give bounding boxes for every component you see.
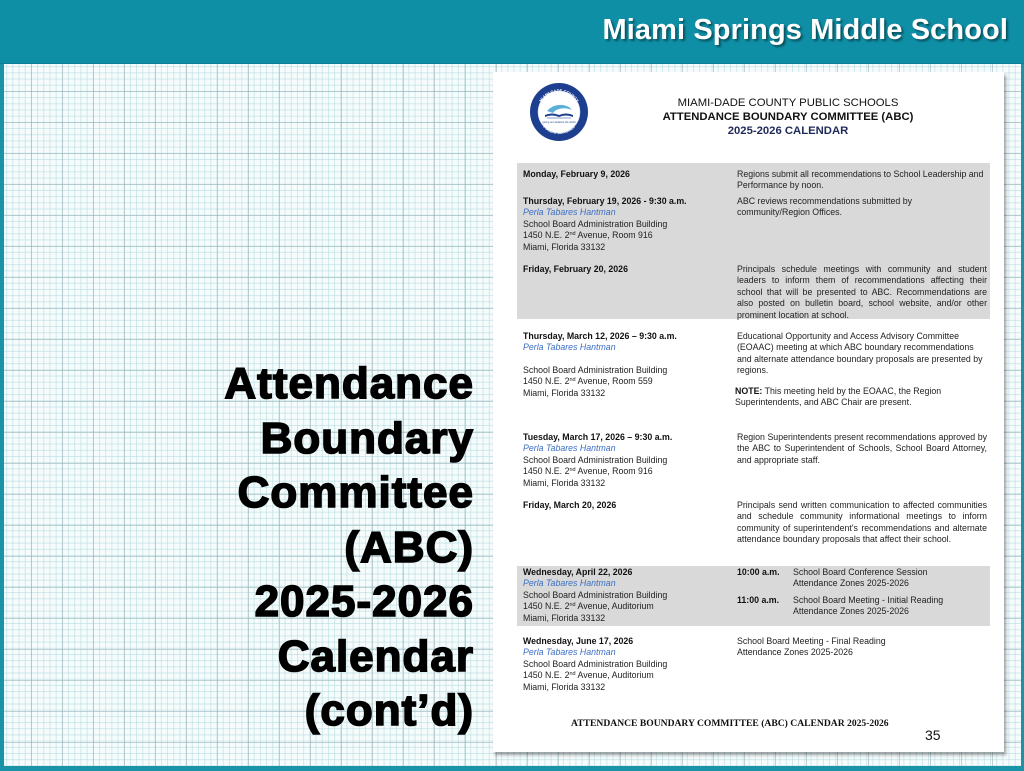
session-subtitle: Attendance Zones 2025-2026 — [793, 606, 909, 617]
address-street: 1450 N.E. 2 — [523, 230, 570, 241]
document-footer: ATTENDANCE BOUNDARY COMMITTEE (ABC) CALENDAR 2025-2026 — [571, 718, 889, 729]
entry-date: Friday, March 20, 2026 — [523, 500, 617, 510]
slide-title-line: Attendance — [224, 359, 474, 408]
document-header — [613, 96, 963, 138]
address-room: Avenue, Room 916 — [575, 466, 653, 477]
header-bar — [0, 0, 1024, 64]
address-ordinal: nd — [569, 671, 576, 678]
session-item — [737, 595, 987, 618]
slide-title-line: (ABC) — [344, 522, 474, 572]
address-room: Avenue, Auditorium — [575, 670, 654, 681]
entry-location-name: Perla Tabares Hantman — [523, 342, 616, 353]
entry-location-name: Perla Tabares Hantman — [523, 647, 616, 658]
address-street: 1450 N.E. 2 — [523, 376, 570, 387]
entry-date: Wednesday, April 22, 2026 — [523, 567, 633, 577]
slide-title-line: Committee — [237, 468, 474, 517]
address-room: Avenue, Room 916 — [575, 230, 653, 241]
slide-title — [224, 357, 474, 739]
address-ordinal: nd — [569, 467, 576, 474]
address-street: 1450 N.E. 2 — [523, 670, 570, 681]
entry-city: Miami, Florida 33132 — [523, 681, 606, 692]
address-ordinal: nd — [569, 231, 576, 238]
entry-address — [523, 601, 733, 612]
slide-title-line: Calendar — [277, 631, 474, 681]
entry-note — [735, 386, 987, 409]
entry-city: Miami, Florida 33132 — [523, 477, 606, 488]
address-street: 1450 N.E. 2 — [523, 466, 570, 477]
entry-address — [523, 466, 733, 477]
entry-description: ABC reviews recommendations submitted by community/Region Offices. — [737, 196, 913, 218]
entry-date: Thursday, February 19, 2026 - 9:30 a.m. — [523, 196, 687, 206]
entry-address — [523, 376, 733, 387]
address-room: Avenue, Auditorium — [575, 601, 654, 612]
slide-title-line: Boundary — [260, 413, 474, 463]
entry-city: Miami, Florida 33132 — [523, 612, 606, 623]
session-subtitle: Attendance Zones 2025-2026 — [793, 578, 909, 589]
note-label: NOTE: — [735, 385, 763, 396]
logo-tagline: giving our students the world — [542, 121, 576, 124]
entry-building: School Board Administration Building — [523, 218, 668, 229]
entry-city: Miami, Florida 33132 — [523, 387, 606, 398]
entry-building: School Board Administration Building — [523, 454, 668, 465]
entry-date: Thursday, March 12, 2026 – 9:30 a.m. — [523, 331, 677, 341]
entry-building: School Board Administration Building — [523, 658, 668, 669]
logo-ring-top: MIAMI-DADE COUNTY — [538, 87, 580, 103]
entry-description: Regions submit all recommendations to School Leadership and Performance by noon. — [737, 169, 984, 191]
document-title: ATTENDANCE BOUNDARY COMMITTEE (ABC) — [662, 111, 914, 123]
entry-description: Region Superintendents present recommendations approved by the ABC to Superintendent of Schools, School Board Attorney, and appropriate staff. — [737, 432, 987, 465]
entry-location-name: Perla Tabares Hantman — [523, 207, 616, 218]
entry-building: School Board Administration Building — [523, 589, 668, 600]
entry-date: Friday, February 20, 2026 — [523, 264, 628, 274]
session-title: School Board Conference Session — [793, 567, 928, 577]
entry-description: Principals send written communication to affected communities and schedule community informational meetings to inform community of superintendent's recommendations and alternate attendance boundary proposals that affect their school. — [737, 500, 987, 545]
entry-date: Monday, February 9, 2026 — [523, 169, 630, 179]
session-time: 10:00 a.m. — [737, 567, 780, 577]
session-time: 11:00 a.m. — [737, 594, 780, 605]
entry-date: Tuesday, March 17, 2026 – 9:30 a.m. — [523, 432, 673, 442]
document-subtitle: 2025-2026 CALENDAR — [727, 125, 849, 137]
entry-description: School Board Meeting - Final Reading — [737, 636, 886, 646]
entry-address — [523, 230, 733, 241]
session-item — [737, 567, 987, 590]
address-ordinal: nd — [569, 602, 576, 609]
slide-title-line: (cont’d) — [304, 686, 474, 735]
page-number: 35 — [925, 727, 941, 743]
logo-ring-bottom: PUBLIC SCHOOLS — [542, 124, 576, 136]
entry-address — [523, 670, 733, 681]
entry-description: Educational Opportunity and Access Advisory Committee (EOAAC) meeting at which ABC boundary recommendations and alternate attendance boundary proposals are presented by regions. — [737, 331, 983, 376]
entry-location-name: Perla Tabares Hantman — [523, 443, 616, 454]
address-street: 1450 N.E. 2 — [523, 601, 570, 612]
entry-city: Miami, Florida 33132 — [523, 241, 606, 252]
entry-description: Attendance Zones 2025-2026 — [737, 647, 853, 658]
address-room: Avenue, Room 559 — [575, 376, 653, 387]
entry-building: School Board Administration Building — [523, 364, 668, 375]
org-name: MIAMI-DADE COUNTY PUBLIC SCHOOLS — [677, 97, 899, 109]
school-name: Miami Springs Middle School — [602, 14, 1008, 46]
calendar-document — [493, 72, 1004, 752]
session-title: School Board Meeting - Initial Reading — [793, 594, 944, 605]
note-text: This meeting held by the EOAAC, the Region Superintendents, and ABC Chair are present. — [735, 385, 942, 408]
slide-title-line: 2025-2026 — [254, 577, 474, 626]
district-seal-logo — [529, 82, 589, 142]
address-ordinal: nd — [569, 377, 576, 384]
entry-date: Wednesday, June 17, 2026 — [523, 636, 634, 646]
entry-description: Principals schedule meetings with community and student leaders to inform them of recommendations affecting their school that will be presented to ABC. Recommendations are also posted on bulletin board, school website, and/or other prominent location at school. — [737, 264, 987, 320]
entry-location-name: Perla Tabares Hantman — [523, 578, 616, 589]
